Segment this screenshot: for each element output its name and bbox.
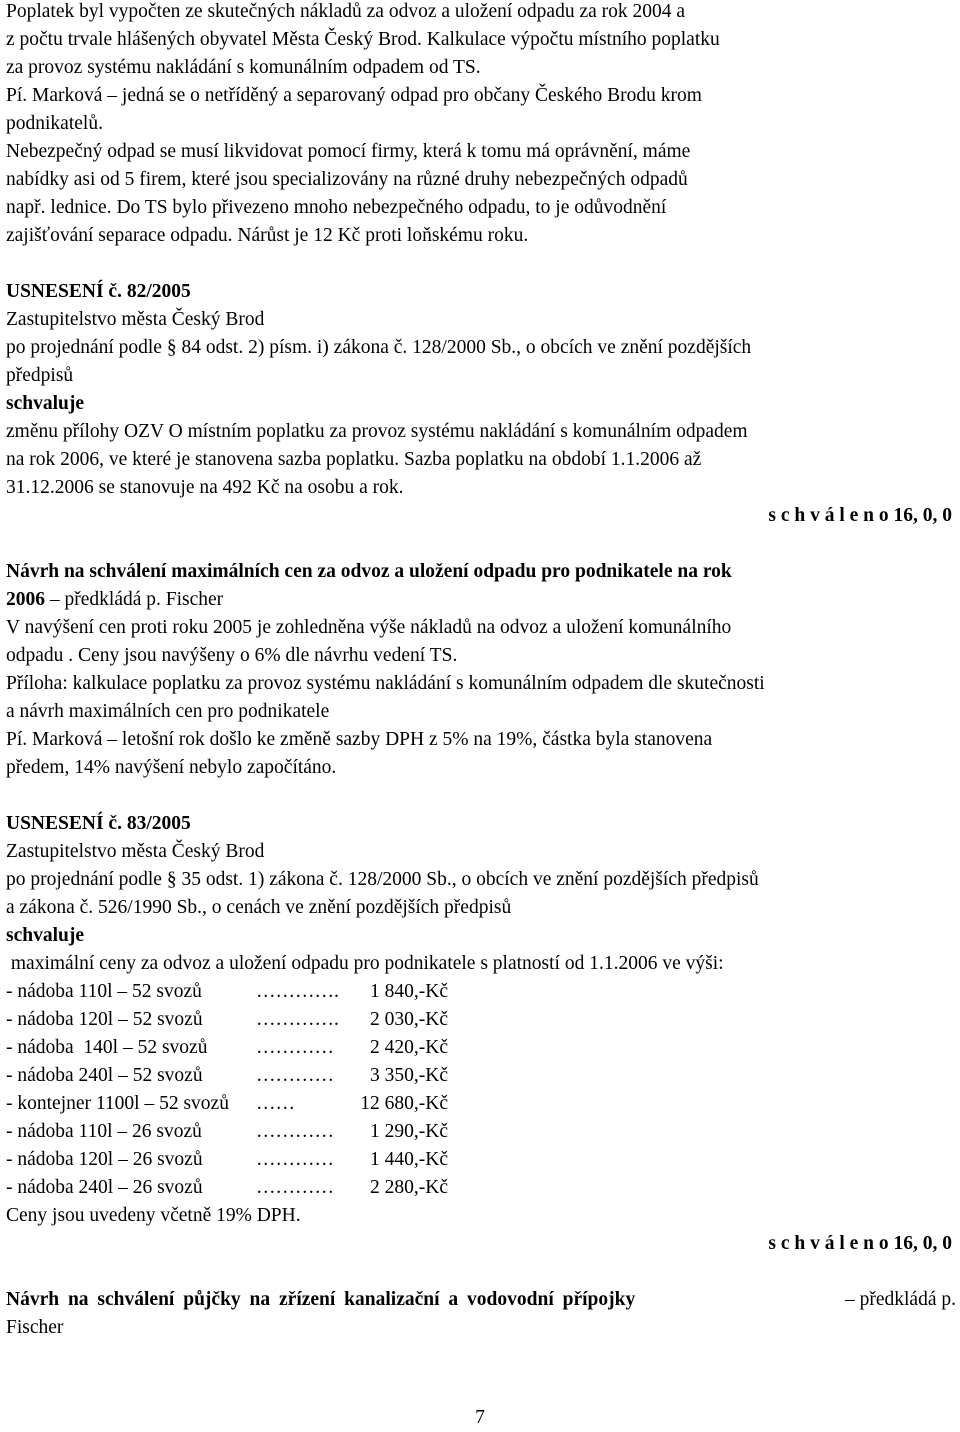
proposal-loan-title: Návrh na schválení půjčky na zřízení kanalizační a vodovodní přípojky bbox=[6, 1289, 636, 1310]
intro-line: podnikatelů. bbox=[6, 113, 103, 134]
price-item-label: - nádoba 240l – 52 svozů bbox=[6, 1065, 203, 1086]
price-list-item bbox=[6, 1090, 448, 1118]
proposal-prices-text: předem, 14% navýšení nebylo započítáno. bbox=[6, 757, 337, 778]
proposal-loan-line2: Fischer bbox=[6, 1317, 64, 1338]
intro-line: nabídky asi od 5 firem, které jsou specializovány na různé druhy nebezpečných odpadů bbox=[6, 169, 688, 190]
resolution-83-council: Zastupitelstvo města Český Brod bbox=[6, 841, 265, 862]
intro-line: Nebezpečný odpad se musí likvidovat pomocí firmy, která k tomu má oprávnění, máme bbox=[6, 141, 691, 162]
proposal-prices-text: Pí. Marková – letošní rok došlo ke změně sazby DPH z 5% na 19%, částka byla stanovena bbox=[6, 729, 713, 750]
proposal-prices-year: 2006 bbox=[6, 589, 45, 610]
price-list-item bbox=[6, 1062, 448, 1090]
price-item-label: - kontejner 1100l – 52 svozů bbox=[6, 1093, 229, 1114]
resolution-82-basis: předpisů bbox=[6, 365, 74, 386]
resolution-82-text: 31.12.2006 se stanovuje na 492 Kč na osobu a rok. bbox=[6, 477, 404, 498]
price-item-value: 1 840,-Kč bbox=[370, 981, 448, 1002]
price-item-dots: ………… bbox=[256, 1177, 334, 1198]
intro-line: Pí. Marková – jedná se o netříděný a separovaný odpad pro občany Českého Brodu krom bbox=[6, 85, 702, 106]
intro-line: Poplatek byl vypočten ze skutečných nákladů za odvoz a uložení odpadu za rok 2004 a bbox=[6, 1, 686, 22]
proposal-prices-text: V navýšení cen proti roku 2005 je zohledněna výše nákladů na odvoz a uložení komunálního bbox=[6, 617, 732, 638]
resolution-82-basis: po projednání podle § 84 odst. 2) písm. i) zákona č. 128/2000 Sb., o obcích ve znění pozdějších bbox=[6, 337, 752, 358]
price-item-dots: ………… bbox=[256, 1037, 334, 1058]
price-list-item bbox=[6, 1174, 448, 1202]
resolution-83-vote: s c h v á l e n o 16, 0, 0 bbox=[768, 1233, 952, 1254]
price-note: Ceny jsou uvedeny včetně 19% DPH. bbox=[6, 1205, 301, 1226]
price-item-label: - nádoba 120l – 26 svozů bbox=[6, 1149, 203, 1170]
resolution-83-title: USNESENÍ č. 83/2005 bbox=[6, 813, 191, 834]
intro-line: z počtu trvale hlášených obyvatel Města Český Brod. Kalkulace výpočtu místního poplatku bbox=[6, 29, 720, 50]
price-item-dots: …………. bbox=[256, 981, 339, 1002]
price-item-label: - nádoba 140l – 52 svozů bbox=[6, 1037, 208, 1058]
price-item-value: 2 420,-Kč bbox=[370, 1037, 448, 1058]
proposal-prices-text: a návrh maximálních cen pro podnikatele bbox=[6, 701, 330, 722]
price-item-label: - nádoba 110l – 26 svozů bbox=[6, 1121, 202, 1142]
price-item-label: - nádoba 240l – 26 svozů bbox=[6, 1177, 203, 1198]
resolution-82-council: Zastupitelstvo města Český Brod bbox=[6, 309, 265, 330]
resolution-83-basis: po projednání podle § 35 odst. 1) zákona č. 128/2000 Sb., o obcích ve znění pozdějších předpisů bbox=[6, 869, 759, 890]
price-item-dots: …… bbox=[256, 1093, 295, 1114]
resolution-83-verb: schvaluje bbox=[6, 925, 84, 946]
resolution-83-basis: a zákona č. 526/1990 Sb., o cenách ve znění pozdějších předpisů bbox=[6, 897, 512, 918]
price-item-dots: ………… bbox=[256, 1121, 334, 1142]
proposal-prices-title: Návrh na schválení maximálních cen za odvoz a uložení odpadu pro podnikatele na rok bbox=[6, 561, 732, 582]
intro-line: zajišťování separace odpadu. Nárůst je 12 Kč proti loňskému roku. bbox=[6, 225, 529, 246]
proposal-loan-presenter: – předkládá p. bbox=[844, 1289, 956, 1310]
intro-line: za provoz systému nakládání s komunálním odpadem od TS. bbox=[6, 57, 481, 78]
resolution-82-text: na rok 2006, ve které je stanovena sazba poplatku. Sazba poplatku na období 1.1.2006 až bbox=[6, 449, 702, 470]
price-item-value: 2 280,-Kč bbox=[370, 1177, 448, 1198]
price-list-item bbox=[6, 978, 448, 1006]
price-list-item bbox=[6, 1034, 448, 1062]
intro-line: např. lednice. Do TS bylo přivezeno mnoho nebezpečného odpadu, to je odůvodnění bbox=[6, 197, 667, 218]
price-item-dots: …………. bbox=[256, 1009, 339, 1030]
price-item-value: 12 680,-Kč bbox=[360, 1093, 448, 1114]
proposal-prices-presenter: – předkládá p. Fischer bbox=[45, 589, 224, 610]
page-number: 7 bbox=[475, 1407, 485, 1428]
price-item-dots: ………… bbox=[256, 1149, 334, 1170]
proposal-loan-title-line bbox=[6, 1286, 956, 1314]
price-item-value: 2 030,-Kč bbox=[370, 1009, 448, 1030]
proposal-prices-text: odpadu . Ceny jsou navýšeny o 6% dle návrhu vedení TS. bbox=[6, 645, 458, 666]
resolution-83-intro: maximální ceny za odvoz a uložení odpadu pro podnikatele s platností od 1.1.2006 ve výši: bbox=[6, 953, 724, 974]
price-item-label: - nádoba 110l – 52 svozů bbox=[6, 981, 202, 1002]
price-item-dots: ………… bbox=[256, 1065, 334, 1086]
price-list-item bbox=[6, 1006, 448, 1034]
price-item-label: - nádoba 120l – 52 svozů bbox=[6, 1009, 203, 1030]
resolution-82-text: změnu přílohy OZV O místním poplatku za provoz systému nakládání s komunálním odpadem bbox=[6, 421, 748, 442]
price-list-item bbox=[6, 1118, 448, 1146]
resolution-82-vote: s c h v á l e n o 16, 0, 0 bbox=[768, 505, 952, 526]
proposal-prices-title-line2 bbox=[6, 586, 956, 614]
price-item-value: 3 350,-Kč bbox=[370, 1065, 448, 1086]
price-item-value: 1 290,-Kč bbox=[370, 1121, 448, 1142]
price-item-value: 1 440,-Kč bbox=[370, 1149, 448, 1170]
price-list-item bbox=[6, 1146, 448, 1174]
resolution-82-title: USNESENÍ č. 82/2005 bbox=[6, 281, 191, 302]
proposal-prices-text: Příloha: kalkulace poplatku za provoz systému nakládání s komunálním odpadem dle skutečnosti bbox=[6, 673, 765, 694]
resolution-82-verb: schvaluje bbox=[6, 393, 84, 414]
